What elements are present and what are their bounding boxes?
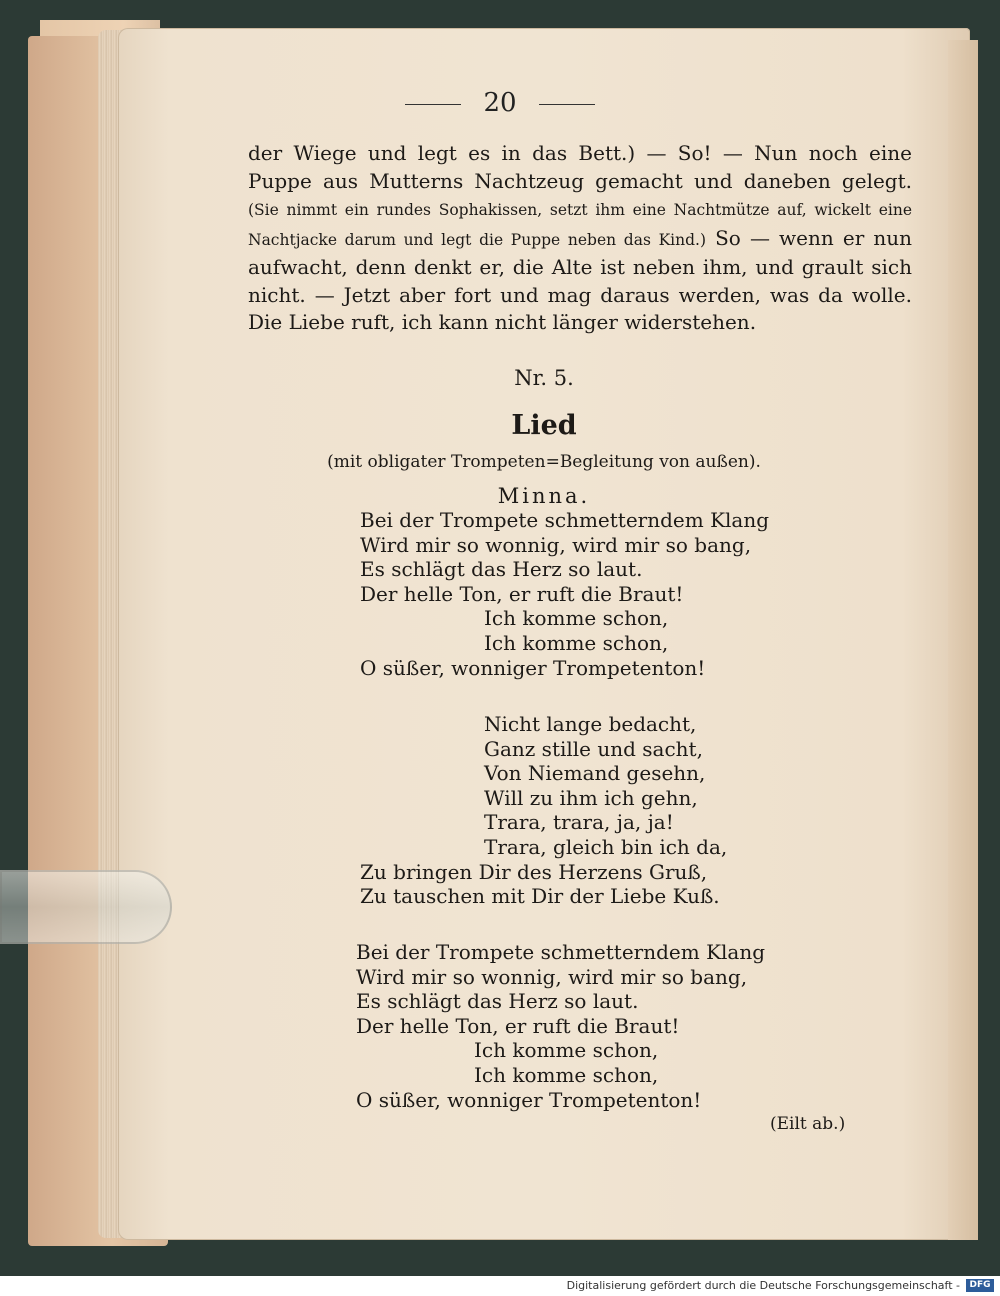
verse-line: Ich komme schon,: [474, 1038, 659, 1063]
rule-left: [405, 104, 461, 105]
verse-line: Ganz stille und sacht,: [484, 736, 703, 761]
verse-line: Es schlägt das Herz so laut.: [360, 557, 643, 582]
verse-3: [356, 940, 765, 1112]
song-number: Nr. 5.: [514, 366, 574, 390]
verse-line: Es schlägt das Herz so laut.: [356, 989, 639, 1014]
verse-1: [360, 508, 769, 680]
verse-line: Trara, trara, ja, ja!: [484, 810, 674, 835]
verse-line: Der helle Ton, er ruft die Braut!: [356, 1013, 680, 1038]
footer-bar: [0, 1276, 1000, 1296]
verse-line: O süßer, wonniger Trompetenton!: [360, 655, 706, 680]
verse-line: Will zu ihm ich gehn,: [484, 785, 698, 810]
speaker-name: Minna.: [497, 484, 591, 508]
prose-paragraph: [248, 140, 912, 337]
footer-credit: Digitalisierung gefördert durch die Deutsche Forschungsgemeinschaft -: [566, 1279, 960, 1292]
page-number: 20: [483, 88, 517, 118]
verse-line: Ich komme schon,: [474, 1062, 659, 1087]
prose-part-3: So — wenn er nun aufwacht, denn denkt er, die Alte ist neben ihm, und grault sich nicht. — Jetzt aber fort und mag daraus werden, was da wolle. Die Liebe ruft, ich kann nicht länger widerstehen.: [248, 225, 912, 334]
verse-line: Zu tauschen mit Dir der Liebe Kuß.: [360, 884, 720, 909]
page-right-edge: [948, 40, 978, 1240]
verse-line: Von Niemand gesehn,: [484, 761, 706, 786]
song-subtitle: (mit obligater Trompeten=Begleitung von außen).: [327, 452, 761, 472]
verse-2: [360, 712, 727, 909]
verse-line: Der helle Ton, er ruft die Braut!: [360, 581, 684, 606]
verse-line: Wird mir so wonnig, wird mir so bang,: [356, 964, 748, 989]
glass-book-holder: [0, 870, 172, 944]
verse-line: Bei der Trompete schmetterndem Klang: [356, 940, 766, 964]
verse-line: O süßer, wonniger Trompetenton!: [356, 1087, 702, 1112]
verse-line: Nicht lange bedacht,: [484, 712, 697, 736]
stage-direction-inline: (Sie nimmt ein rundes Sophakissen, setzt ihm eine Nachtmütze auf, wickelt eine Nachtjacke darum und legt die Puppe neben das Kind.): [248, 201, 912, 249]
stage-direction-exit: (Eilt ab.): [770, 1114, 846, 1134]
prose-part-1: der Wiege und legt es in das Bett.) — So! — Nun noch eine Puppe aus Mutterns Nachtzeug gemacht und daneben gelegt.: [248, 141, 912, 193]
page-number-line: [0, 88, 1000, 118]
rule-right: [539, 104, 595, 105]
verse-line: Ich komme schon,: [484, 606, 669, 631]
verse-line: Trara, gleich bin ich da,: [484, 834, 728, 859]
verse-line: Ich komme schon,: [484, 630, 669, 655]
verse-line: Zu bringen Dir des Herzens Gruß,: [360, 859, 708, 884]
song-title: Lied: [511, 410, 577, 441]
dfg-logo: DFG: [966, 1279, 994, 1292]
verse-line: Wird mir so wonnig, wird mir so bang,: [360, 532, 752, 557]
verse-line: Bei der Trompete schmetterndem Klang: [360, 508, 770, 532]
